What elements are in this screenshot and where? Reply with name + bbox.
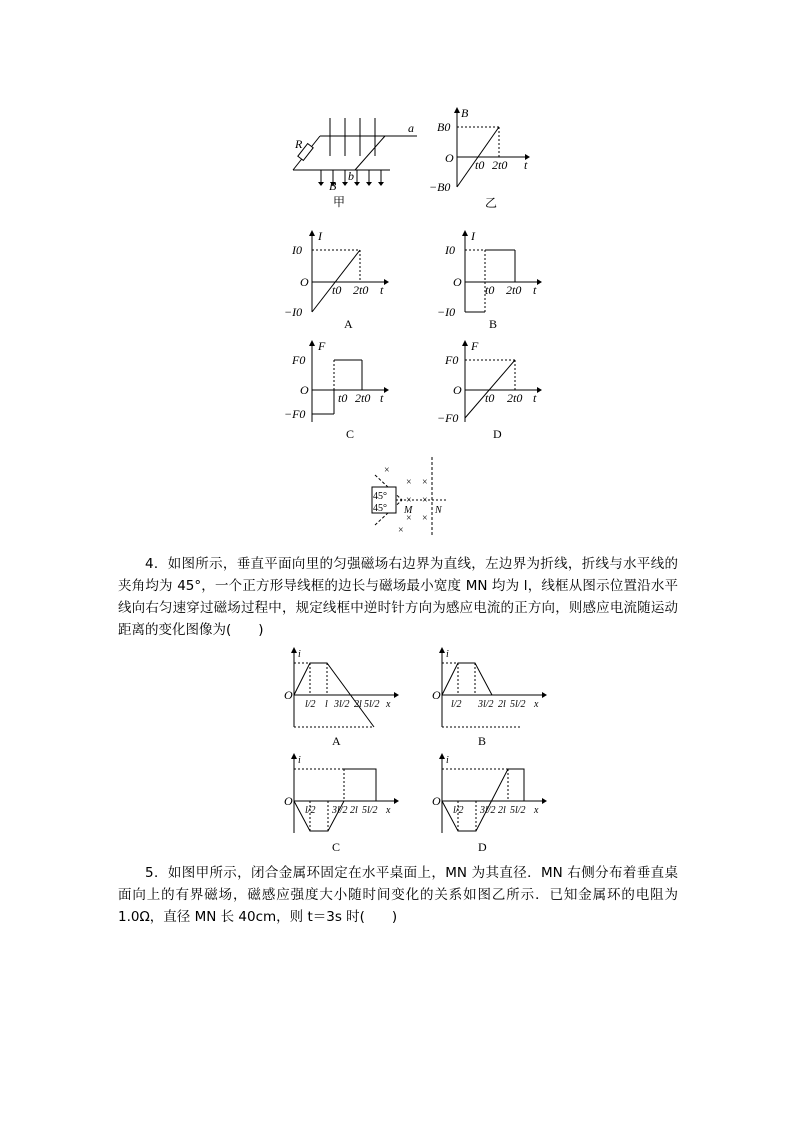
origin-O: O (432, 688, 441, 702)
axis-t: t (380, 283, 384, 297)
cross: × (406, 495, 412, 506)
label-a: a (408, 121, 414, 135)
tick-t0: t0 (332, 283, 342, 297)
label-M: M (404, 505, 413, 516)
tick-neg-I0: −I0 (437, 305, 456, 319)
option-label-a: A (344, 317, 353, 331)
tick-2l: 2l (498, 805, 506, 816)
tick-2l: 2l (498, 699, 506, 710)
tick-neg-F0: −F0 (437, 411, 459, 425)
label-B: B (329, 179, 337, 193)
tick-3l-half: 3l/2 (332, 805, 348, 816)
origin-O: O (432, 794, 441, 808)
question-4-text: 4．如图所示，垂直平面向里的匀强磁场右边界为直线，左边界为折线，折线与水平线的夹角均为 45°，一个正方形导线框的边长与磁场最小宽度 MN 均为 l，线框从图示位置沿水平线向右匀速穿过磁场过程中，规定线框中逆时针方向为感应电流的正方向，则感应电流随运动距离的变化图像为( ) (118, 556, 678, 638)
axis-B: B (461, 106, 469, 120)
q4-option-label-a: A (332, 734, 341, 748)
option-label-d: D (493, 427, 502, 441)
tick-2t0: 2t0 (507, 391, 523, 405)
cross: × (422, 495, 428, 506)
axis-x: x (386, 805, 391, 816)
q4-option-a (282, 647, 402, 751)
cross: × (422, 477, 428, 488)
axis-I: I (471, 229, 475, 243)
cross: × (422, 513, 428, 524)
tick-2t0: 2t0 (355, 391, 371, 405)
caption-yi: 乙 (485, 196, 498, 210)
cross: × (384, 465, 390, 476)
axis-x: x (386, 699, 391, 710)
axis-i: i (446, 755, 449, 766)
q4-option-d (430, 753, 550, 857)
cross: × (398, 525, 404, 536)
label-b: b (348, 169, 354, 183)
axis-t: t (533, 391, 537, 405)
tick-5l-half: 5l/2 (364, 699, 380, 710)
axis-I: I (318, 229, 322, 243)
tick-5l-half: 5l/2 (510, 805, 526, 816)
tick-I0: I0 (292, 243, 302, 257)
axis-F: F (471, 339, 479, 353)
tick-2t0: 2t0 (492, 158, 508, 172)
label-R: R (295, 137, 303, 151)
option-c-graph (282, 338, 392, 443)
tick-l: l (325, 699, 328, 710)
q4-option-label-b: B (478, 734, 487, 748)
label-N: N (435, 505, 442, 516)
option-a-graph (282, 228, 392, 333)
option-label-b: B (489, 317, 498, 331)
tick-l-half: l/2 (305, 805, 316, 816)
axis-F: F (318, 339, 326, 353)
q4-field-figure (360, 455, 450, 540)
q4-option-label-d: D (478, 840, 487, 854)
q4-option-c (282, 753, 402, 857)
angle-top: 45° (373, 491, 387, 502)
axis-x: x (534, 699, 539, 710)
option-b-graph (435, 228, 545, 333)
origin-O: O (453, 275, 462, 289)
tick-2t0: 2t0 (353, 283, 369, 297)
caption-jia: 甲 (333, 195, 346, 208)
tick-F0: F0 (292, 353, 306, 367)
axis-t: t (524, 158, 528, 172)
tick-l-half: l/2 (451, 699, 462, 710)
question-5-text: 5．如图甲所示，闭合金属环固定在水平桌面上，MN 为其直径．MN 右侧分布着垂直桌面向上的有界磁场，磁感应强度大小随时间变化的关系如图乙所示．已知金属环的电阻为1.0Ω，直径 MN 长 40cm，则 t＝3s 时( ) (118, 865, 678, 925)
origin-O: O (453, 383, 462, 397)
cross: × (406, 513, 412, 524)
tick-2l: 2l (354, 699, 362, 710)
tick-2t0: 2t0 (506, 283, 522, 297)
tick-5l-half: 5l/2 (510, 699, 526, 710)
tick-5l-half: 5l/2 (362, 805, 378, 816)
q4-option-label-c: C (332, 840, 341, 854)
question-4 (118, 553, 678, 641)
option-d-graph (435, 338, 545, 443)
origin-O: O (300, 275, 309, 289)
origin-O: O (284, 794, 293, 808)
tick-I0: I0 (445, 243, 455, 257)
axis-i: i (298, 649, 301, 660)
axis-t: t (533, 283, 537, 297)
tick-3l-half: 3l/2 (478, 699, 494, 710)
option-label-c: C (346, 427, 355, 441)
question-5 (118, 862, 678, 928)
tick-t0: t0 (475, 158, 485, 172)
axis-t: t (380, 391, 384, 405)
angle-bottom: 45° (373, 503, 387, 514)
tick-neg-I0: −I0 (284, 305, 303, 319)
q4-option-b (430, 647, 550, 751)
tick-t0: t0 (485, 391, 495, 405)
tick-l-half: l/2 (453, 805, 464, 816)
tick-neg-F0: −F0 (284, 407, 306, 421)
tick-3l-half: 3l/2 (480, 805, 496, 816)
circuit-figure (285, 108, 425, 208)
axis-x: x (534, 805, 539, 816)
tick-2l: 2l (350, 805, 358, 816)
axis-i: i (298, 755, 301, 766)
tick-3l-half: 3l/2 (334, 699, 350, 710)
axis-i: i (446, 649, 449, 660)
tick-neg-B0: −B0 (429, 180, 451, 194)
origin-O: O (300, 383, 309, 397)
origin-O: O (445, 151, 454, 165)
tick-t0: t0 (485, 283, 495, 297)
tick-t0: t0 (338, 391, 348, 405)
tick-l-half: l/2 (305, 699, 316, 710)
tick-F0: F0 (445, 353, 459, 367)
tick-B0: B0 (437, 120, 451, 134)
origin-O: O (284, 688, 293, 702)
cross: × (406, 477, 412, 488)
b-t-graph (425, 105, 540, 210)
